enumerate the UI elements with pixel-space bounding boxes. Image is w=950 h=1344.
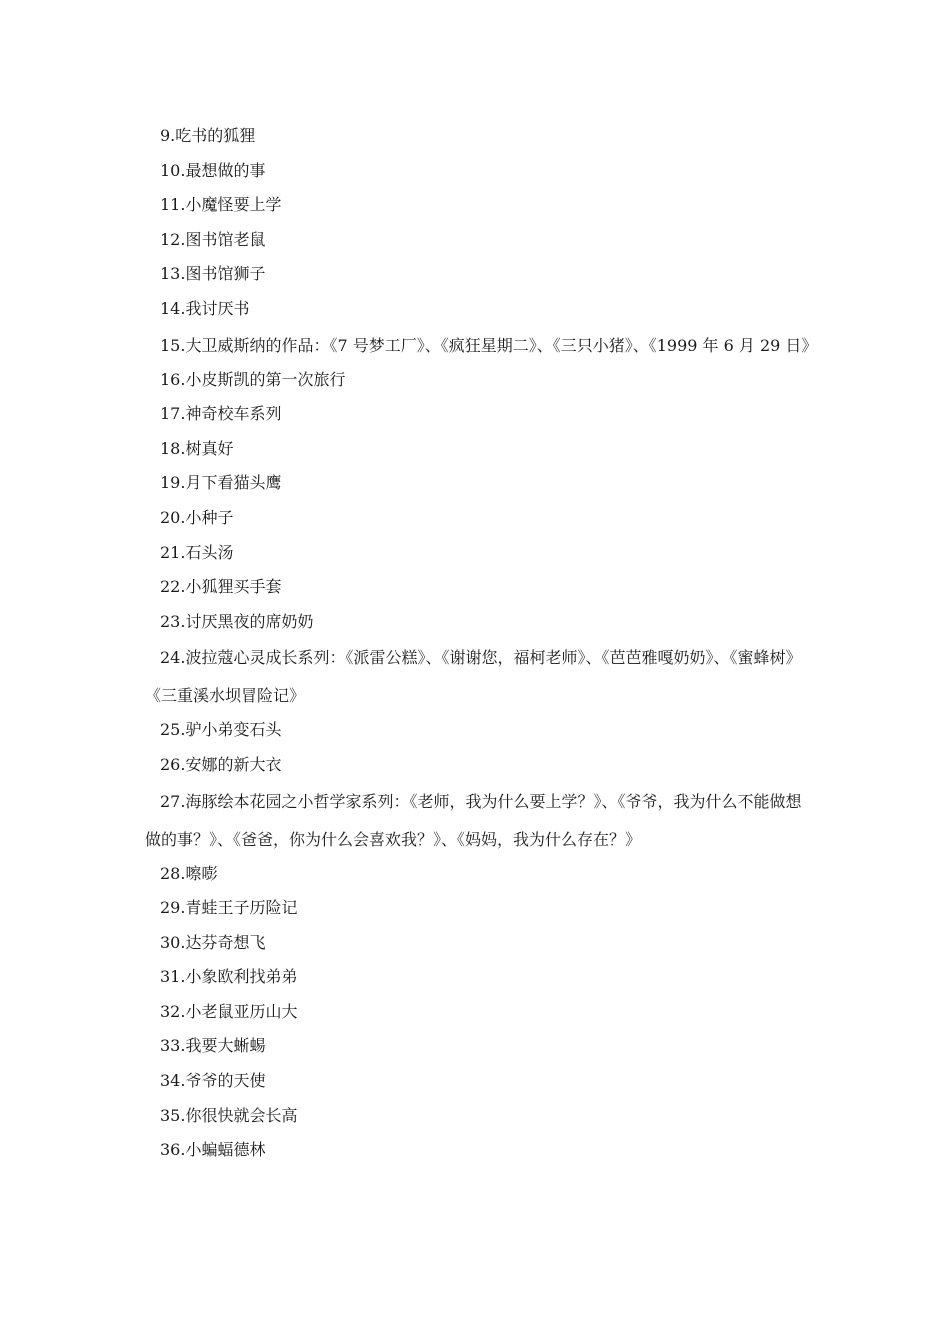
list-item: 28.嚓嘭 [160,863,218,883]
list-item: 14.我讨厌书 [160,298,250,318]
list-item: 13.图书馆狮子 [160,264,266,284]
list-item: 22.小狐狸买手套 [160,577,282,597]
list-item: 24.波拉蔻心灵成长系列：《派雷公糕》、《谢谢您，福柯老师》、《芭芭雅嘎奶奶》、《蜜蜂树》《三重溪水坝冒险记》 [145,648,802,706]
list-item: 11.小魔怪要上学 [160,195,282,215]
list-item: 9.吃书的狐狸 [160,126,256,145]
list-item: 12.图书馆老鼠 [160,229,266,249]
list-item: 29.青蛙王子历险记 [160,898,298,918]
list-item: 26.安娜的新大衣 [160,754,282,774]
list-item: 25.驴小弟变石头 [160,720,282,740]
list-item: 10.最想做的事 [160,160,266,180]
list-item: 15.大卫威斯纳的作品：《7 号梦工厂》、《疯狂星期二》、《三只小猪》、《1999 年 6 月 29 日》 [160,335,818,355]
list-item: 20.小种子 [160,507,234,527]
list-item: 23.讨厌黑夜的席奶奶 [160,611,314,631]
list-item: 34.爷爷的天使 [160,1071,266,1091]
list-item: 36.小蝙蝠德林 [160,1140,266,1160]
list-item: 31.小象欧利找弟弟 [160,967,298,987]
list-item: 16.小皮斯凯的第一次旅行 [160,369,346,389]
book-list [145,119,818,1168]
list-item: 27.海豚绘本花园之小哲学家系列：《老师，我为什么要上学？》、《爷爷，我为什么不能做想做的事？》、《爸爸，你为什么会喜欢我？》、《妈妈，我为什么存在？》 [145,791,802,849]
list-item: 32.小老鼠亚历山大 [160,1001,298,1021]
list-item: 35.你很快就会长高 [160,1105,298,1125]
list-item: 30.达芬奇想飞 [160,932,266,952]
list-item: 19.月下看猫头鹰 [160,473,282,493]
list-item: 33.我要大蜥蜴 [160,1036,266,1056]
list-item: 18.树真好 [160,438,234,458]
list-item: 17.神奇校车系列 [160,404,282,424]
list-item: 21.石头汤 [160,542,234,562]
